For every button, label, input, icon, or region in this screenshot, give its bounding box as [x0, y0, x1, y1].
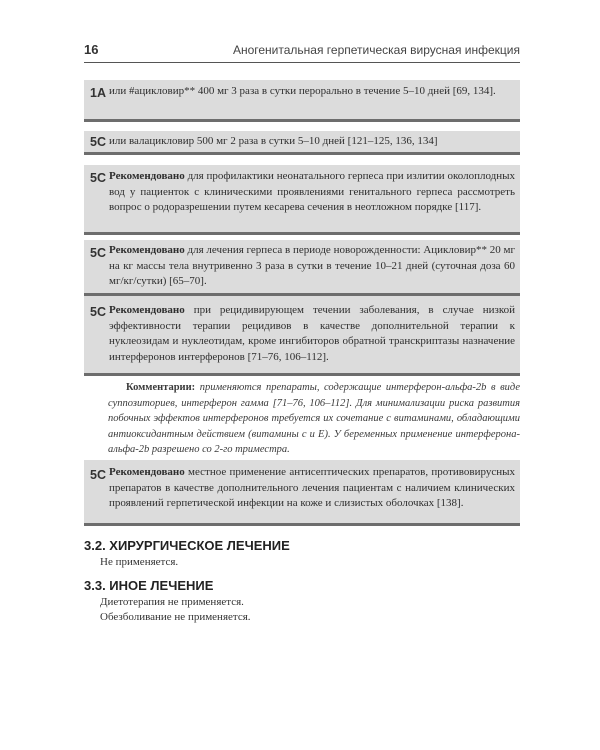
recommendation-text	[109, 243, 515, 290]
recommendation-box	[84, 80, 520, 122]
evidence-level: 5C	[90, 305, 106, 319]
page-header	[84, 40, 520, 63]
section-line: Диетотерапия не применяется.	[100, 596, 244, 608]
evidence-level: 5C	[90, 246, 106, 260]
recommendation-body: местное применение антисептических препаратов, противовирусных препаратов в качестве дополнительного лечения пациентам с наличием клинических проявлений герпетической инфекции на коже и слизистых оболочках [138].	[109, 466, 516, 509]
recommendation-keyword: Рекомендовано	[109, 170, 185, 182]
recommendation-box	[84, 296, 520, 376]
page-number: 16	[84, 42, 99, 57]
evidence-level: 1A	[90, 86, 106, 100]
recommendation-keyword: Рекомендовано	[109, 466, 185, 478]
section-line: Не применяется.	[100, 556, 179, 568]
recommendation-box	[84, 165, 520, 235]
recommendation-box	[84, 460, 520, 526]
recommendation-keyword: Рекомендовано	[109, 304, 185, 316]
recommendation-text	[109, 169, 515, 216]
recommendation-text: или #ацикловир** 400 мг 3 раза в сутки перорально в течение 5–10 дней [69, 134].	[109, 85, 496, 97]
comment-text: применяются препараты, содержащие интерферон-альфа-2b в виде суппозиториев, интерферон гамма [71–76, 106–112]. Для минимализации риска развития побочных эффектов интерферонов требуется их сочетание с витаминами, обладающими антиоксидантным действием (витамины с и Е). У беременных применение интерферона-альфа-2b разрешено со 2-го триместра.	[108, 382, 520, 455]
evidence-level: 5C	[90, 135, 106, 149]
recommendation-box	[84, 131, 520, 155]
recommendation-text: или валацикловир 500 мг 2 раза в сутки 5–10 дней [121–125, 136, 134]	[109, 135, 438, 147]
recommendation-body: для лечения герпеса в периоде новорожденности: Ацикловир** 20 мг на кг массы тела внутривенно 3 раза в сутки в течение 10–21 дней (суточная доза 60 мг/кг/сутки) [65–70].	[109, 244, 515, 287]
recommendation-keyword: Рекомендовано	[109, 244, 185, 256]
evidence-level: 5C	[90, 171, 106, 185]
section-heading: 3.3. ИНОЕ ЛЕЧЕНИЕ	[84, 578, 214, 593]
recommendation-body: при рецидивирующем течении заболевания, в случае низкой эффективности терапии рецидивов в качестве дополнительной терапии к нуклеозидам и нуклеотидам, кроме ингибиторов обратной транскриптазы назначение интерферонов интерферонов [71–76, 106–112].	[109, 304, 515, 363]
recommendation-box	[84, 240, 520, 296]
evidence-level: 5C	[90, 468, 106, 482]
section-line: Обезболивание не применяется.	[100, 611, 251, 623]
comment-label: Комментарии:	[126, 382, 196, 393]
comment-block	[108, 380, 520, 458]
recommendation-text	[109, 303, 515, 365]
section-heading: 3.2. ХИРУРГИЧЕСКОЕ ЛЕЧЕНИЕ	[84, 538, 290, 553]
recommendation-text	[109, 465, 515, 512]
recommendation-body: для профилактики неонатального герпеса при излитии околоплодных вод у пациенток с клиническими проявлениями генитального герпеса рассмотреть вопрос о родоразрешении путем кесарева сечения в неотложном порядке [117].	[109, 170, 516, 213]
running-title: Аногенитальная герпетическая вирусная инфекция	[232, 43, 520, 57]
